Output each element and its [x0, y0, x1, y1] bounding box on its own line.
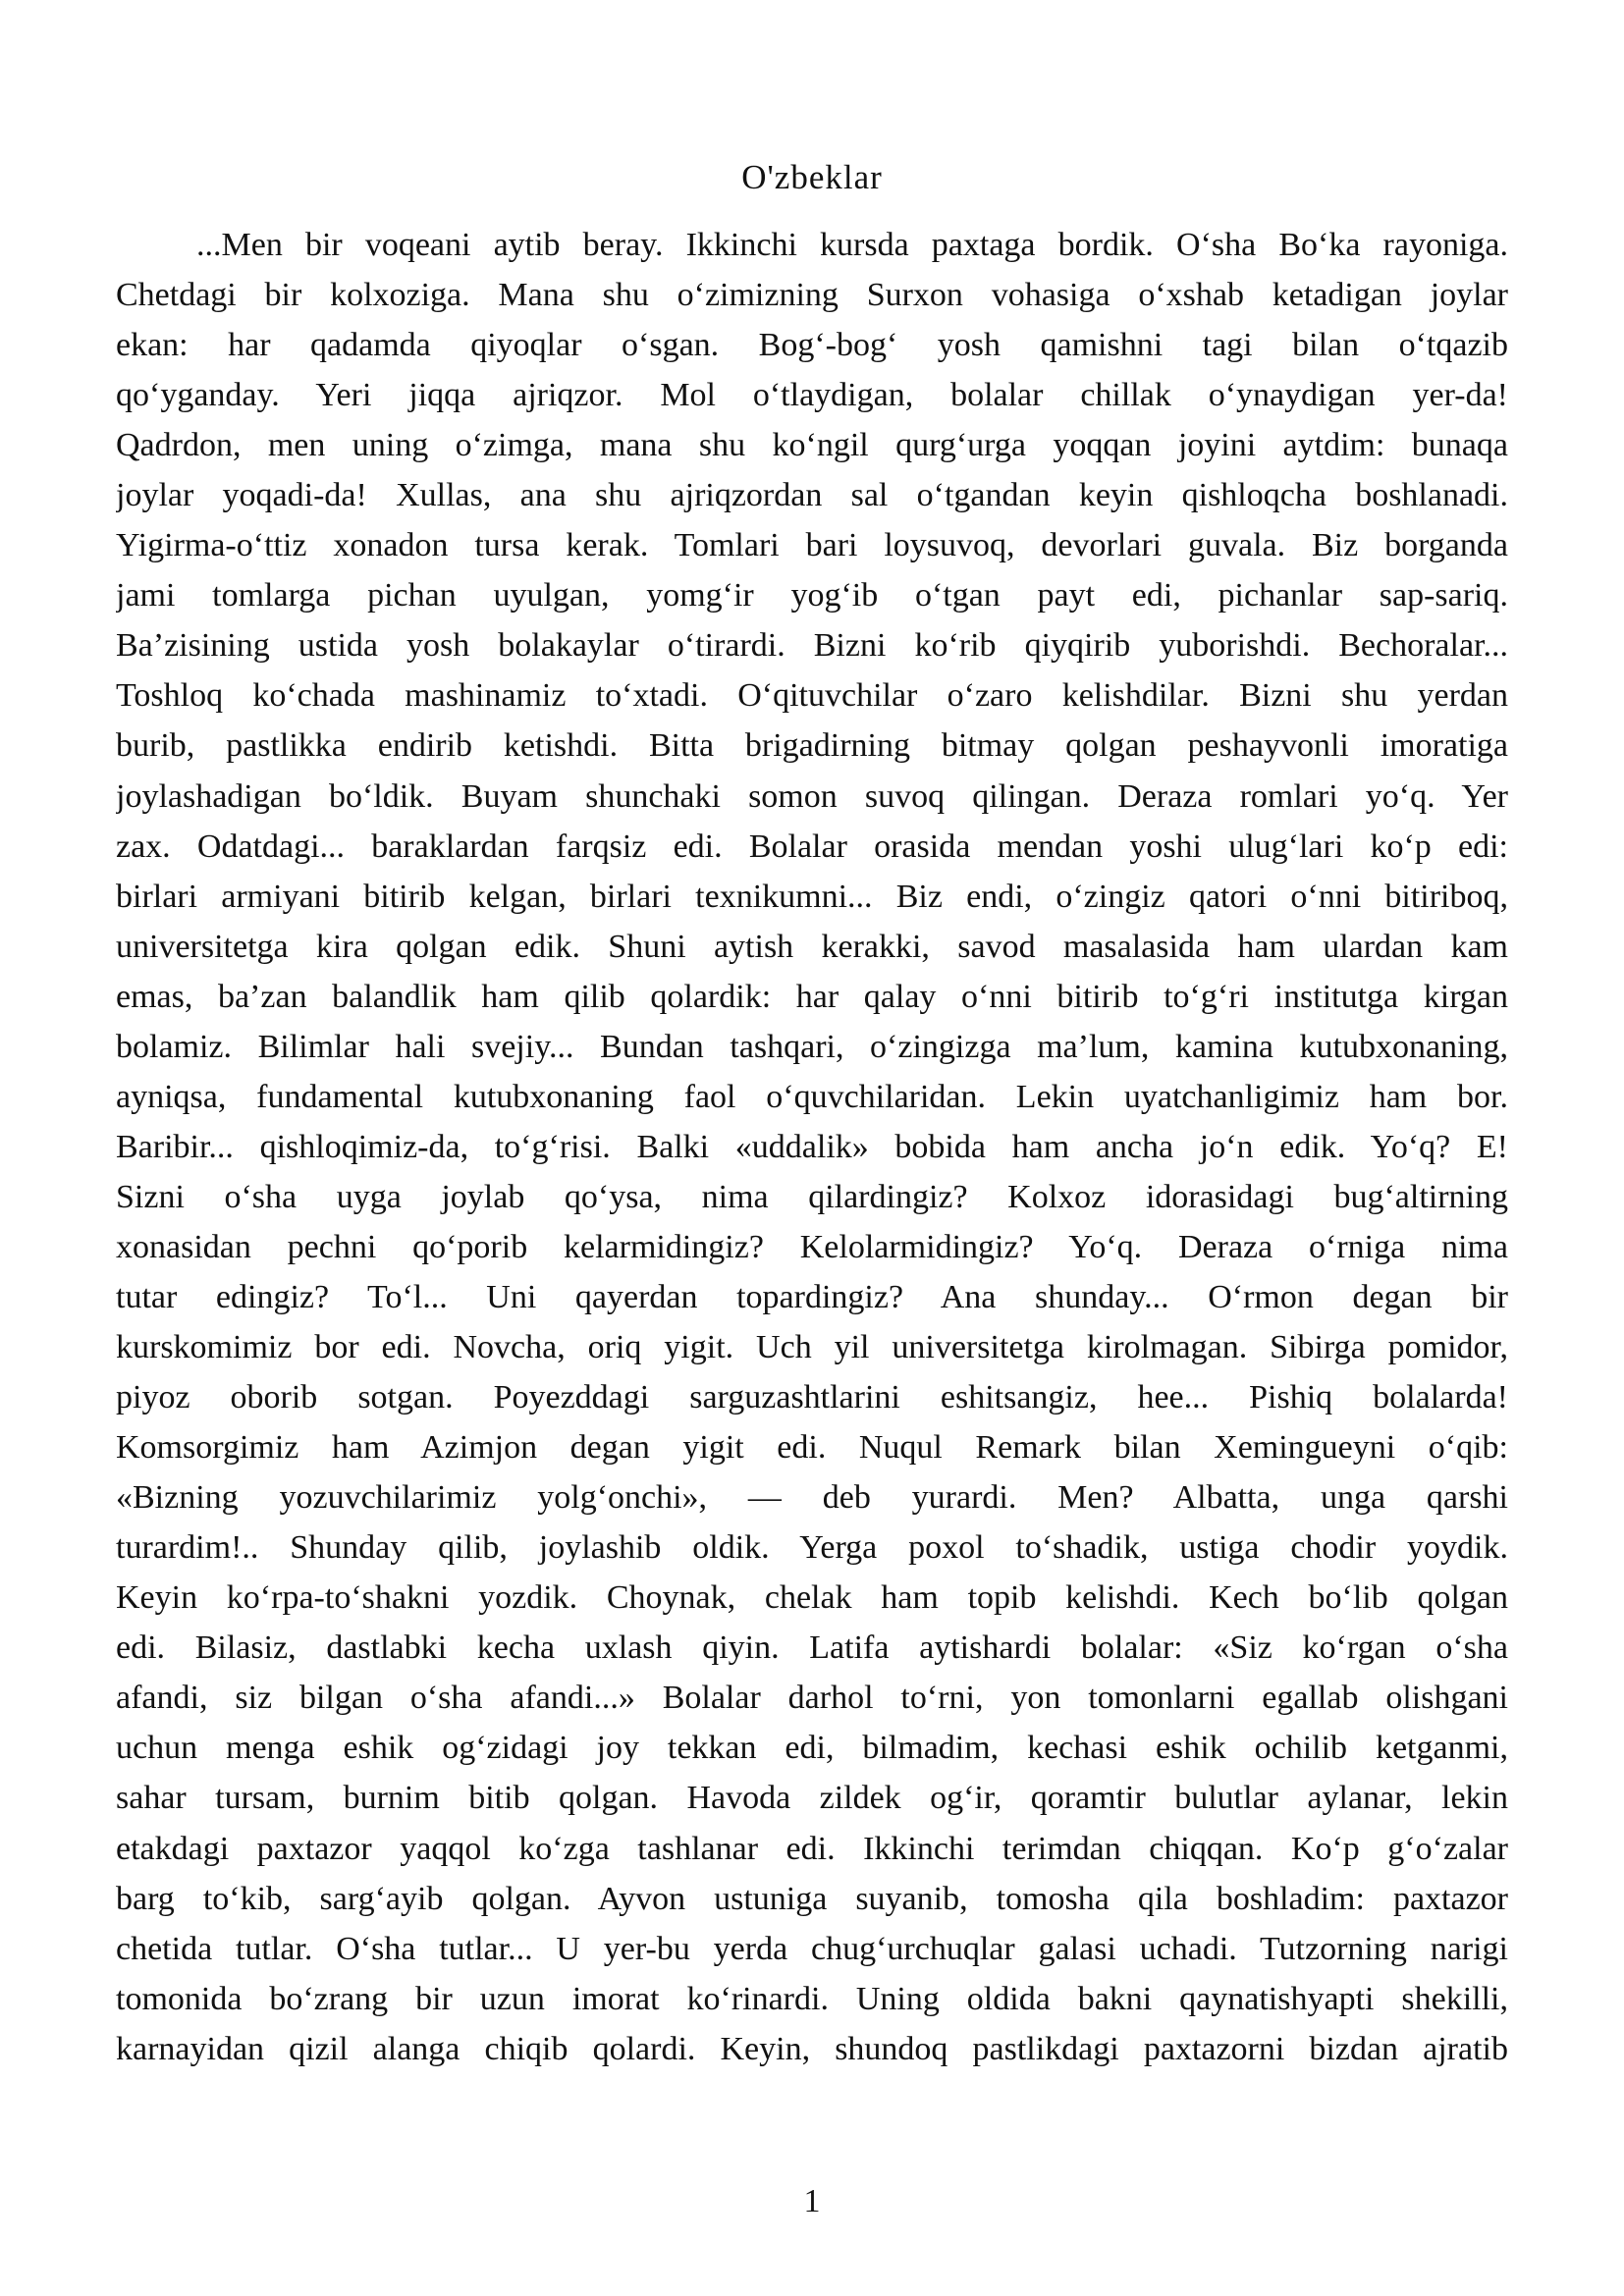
text-line: Qadrdon, men uning o‘zimga, mana shu ko‘ngil qurg‘urga yoqqan joyini aytdim: bunaqa [116, 427, 1508, 464]
text-line: Ba’zisining ustida yosh bolakaylar o‘tirardi. Bizni ko‘rib qiyqirib yuborishdi. Bechoralar... [116, 627, 1508, 665]
text-line: turardim!.. Shunday qilib, joylashib oldik. Yerga poxol to‘shadik, ustiga chodir yoydik. [116, 1529, 1508, 1567]
document-title: O'zbeklar [741, 158, 883, 196]
text-line: tomonida bo‘zrang bir uzun imorat ko‘rinardi. Uning oldida bakni qaynatishyapti shekilli, [116, 1980, 1508, 2017]
text-line: Keyin ko‘rpa-to‘shakni yozdik. Choynak, chelak ham topib kelishdi. Kech bo‘lib qolgan [116, 1579, 1508, 1617]
text-line: Yigirma-o‘ttiz xonadon tursa kerak. Tomlari bari loysuvoq, devorlari guvala. Biz borganda [116, 527, 1508, 564]
document-body [116, 220, 1508, 2074]
text-line: zax. Odatdagi... baraklardan farqsiz edi. Bolalar orasida mendan yoshi ulug‘lari ko‘p edi: [116, 828, 1508, 865]
text-line: etakdagi paxtazor yaqqol ko‘zga tashlanar edi. Ikkinchi terimdan chiqqan. Ko‘p g‘o‘zalar [116, 1830, 1508, 1867]
text-line: Komsorgimiz ham Azimjon degan yigit edi. Nuqul Remark bilan Xemingueyni o‘qib: [116, 1429, 1508, 1467]
text-line: edi. Bilasiz, dastlabki kecha uxlash qiyin. Latifa aytishardi bolalar: «Siz ko‘rgan o‘sha [116, 1629, 1508, 1667]
text-line: piyoz oborib sotgan. Poyezddagi sarguzashtlarini eshitsangiz, hee... Pishiq bolalarda! [116, 1379, 1508, 1416]
text-line: xonasidan pechni qo‘porib kelarmidingiz? Kelolarmidingiz? Yo‘q. Deraza o‘rniga nima [116, 1228, 1508, 1265]
text-line: sahar tursam, burnim bitib qolgan. Havoda zildek og‘ir, qoramtir bulutlar aylanar, lekin [116, 1780, 1508, 1817]
text-line: «Bizning yozuvchilarimiz yolg‘onchi», — deb yurardi. Men? Albatta, unga qarshi [116, 1479, 1508, 1517]
text-line: birlari armiyani bitirib kelgan, birlari texnikumni... Biz endi, o‘zingiz qatori o‘nni bitiriboq, [116, 878, 1508, 915]
text-line: emas, ba’zan balandlik ham qilib qolardik: har qalay o‘nni bitirib to‘g‘ri institutga kirgan [116, 978, 1508, 1015]
text-line: kurskomimiz bor edi. Novcha, oriq yigit. Uch yil universitetga kirolmagan. Sibirga pomidor, [116, 1329, 1508, 1366]
text-line: Baribir... qishloqimiz-da, to‘g‘risi. Balki «uddalik» bobida ham ancha jo‘n edik. Yo‘q? E! [116, 1128, 1508, 1165]
text-line: qo‘yganday. Yeri jiqqa ajriqzor. Mol o‘tlaydigan, bolalar chillak o‘ynaydigan yer-da! [116, 377, 1508, 414]
text-line: Sizni o‘sha uyga joylab qo‘ysa, nima qilardingiz? Kolxoz idorasidagi bug‘altirning [116, 1178, 1508, 1215]
text-line: tutar edingiz? To‘l... Uni qayerdan topardingiz? Ana shunday... O‘rmon degan bir [116, 1278, 1508, 1315]
text-line: karnayidan qizil alanga chiqib qolardi. Keyin, shundoq pastlikdagi paxtazorni bizdan ajratib [116, 2030, 1508, 2067]
text-line: ...Men bir voqeani aytib beray. Ikkinchi kursda paxtaga bordik. O‘sha Bo‘ka rayoniga. [196, 227, 1508, 263]
text-line: ayniqsa, fundamental kutubxonaning faol o‘quvchilaridan. Lekin uyatchanligimiz ham bor. [116, 1078, 1508, 1115]
text-line: Chetdagi bir kolxoziga. Mana shu o‘zimizning Surxon vohasiga o‘xshab ketadigan joylar [116, 277, 1508, 314]
text-line: bolamiz. Bilimlar hali svejiy... Bundan tashqari, o‘zingizga ma’lum, kamina kutubxonaning, [116, 1028, 1508, 1065]
page-number: 1 [803, 2183, 821, 2219]
text-line: uchun menga eshik og‘zidagi joy tekkan edi, bilmadim, kechasi eshik ochilib ketganmi, [116, 1730, 1508, 1767]
text-line: ekan: har qadamda qiyoqlar o‘sgan. Bog‘-bog‘ yosh qamishni tagi bilan o‘tqazib [116, 327, 1508, 364]
text-line: barg to‘kib, sarg‘ayib qolgan. Ayvon ustuniga suyanib, tomosha qila boshladim: paxtazor [116, 1880, 1508, 1917]
text-line: joylar yoqadi-da! Xullas, ana shu ajriqzordan sal o‘tgandan keyin qishloqcha boshlanadi. [116, 477, 1508, 514]
text-line: Toshloq ko‘chada mashinamiz to‘xtadi. O‘qituvchilar o‘zaro kelishdilar. Bizni shu yerdan [116, 677, 1508, 715]
text-line: universitetga kira qolgan edik. Shuni aytish kerakki, savod masalasida ham ulardan kam [116, 928, 1508, 965]
text-line: joylashadigan bo‘ldik. Buyam shunchaki somon suvoq qilingan. Deraza romlari yo‘q. Yer [116, 777, 1508, 815]
text-line: afandi, siz bilgan o‘sha afandi...» Bolalar darhol to‘rni, yon tomonlarni egallab olishgani [116, 1680, 1508, 1717]
text-line: jami tomlarga pichan uyulgan, yomg‘ir yog‘ib o‘tgan payt edi, pichanlar sap-sariq. [116, 577, 1508, 614]
text-line: burib, pastlikka endirib ketishdi. Bitta brigadirning bitmay qolgan peshayvonli imoratiga [116, 727, 1508, 765]
text-line: chetida tutlar. O‘sha tutlar... U yer-bu yerda chug‘urchuqlar galasi uchadi. Tutzorning narigi [116, 1930, 1508, 1967]
